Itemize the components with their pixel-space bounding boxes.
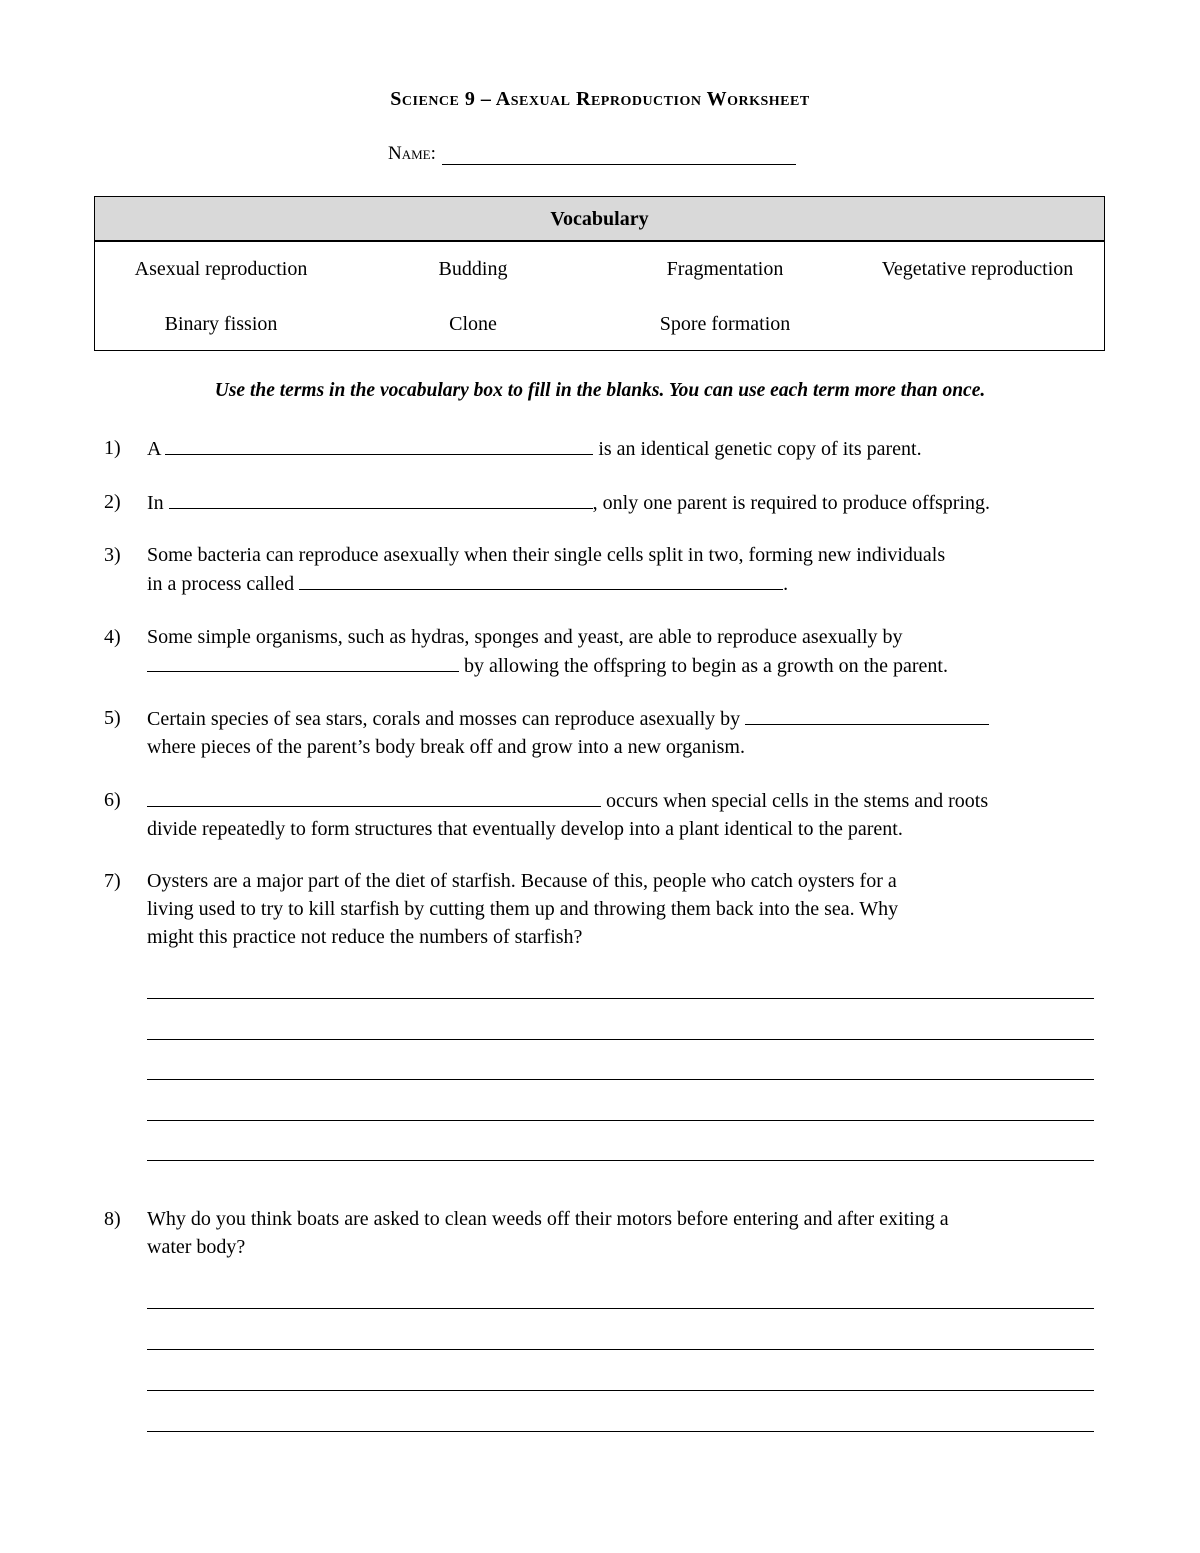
question-text: living used to try to kill starfish by cutting them up and throwing them back into the sea. Why [147,898,899,920]
vocab-term: Binary fission [164,313,278,335]
vocab-term: Spore formation [659,313,791,335]
answer-line[interactable] [147,1039,1094,1040]
question-text: might this practice not reduce the numbers of starfish? [147,926,583,948]
question-text: Some bacteria can reproduce asexually when their single cells split in two, forming new individuals [147,544,946,566]
question-text: where pieces of the parent’s body break off and grow into a new organism. [147,736,745,758]
question-text: in a process called [147,573,295,595]
answer-line[interactable] [147,1120,1094,1121]
question-text: Some simple organisms, such as hydras, sponges and yeast, are able to reproduce asexually by [147,626,903,648]
vocab-term-empty [851,297,1104,352]
name-field-row [388,143,796,165]
vocabulary-box [94,196,1105,351]
answer-line[interactable] [147,998,1094,999]
question-text: occurs when special cells in the stems and roots [606,790,989,812]
question-text: divide repeatedly to form structures that eventually develop into a plant identical to the parent. [147,818,903,840]
vocab-term: Clone [449,313,497,335]
vocab-term: Asexual reproduction [134,258,308,280]
question-text: Why do you think boats are asked to clean weeds off their motors before entering and after exiting a [147,1208,949,1230]
answer-line[interactable] [147,1160,1094,1161]
page-title: Science 9 – Asexual Reproduction Worksheet [390,88,810,110]
question-number: 2) [104,491,121,513]
vocab-term: Budding [438,258,508,280]
instructions: Use the terms in the vocabulary box to fill in the blanks. You can use each term more than once. [214,380,986,401]
question-number: 8) [104,1208,121,1230]
vocab-term: Fragmentation [666,258,784,280]
question-text: by allowing the offspring to begin as a growth on the parent. [464,655,948,677]
question-text: In [147,492,164,514]
vocabulary-heading: Vocabulary [95,197,1104,242]
vocab-term: Vegetative reproduction [881,258,1074,280]
question-number: 6) [104,789,121,811]
question-number: 1) [104,437,121,459]
question-text: is an identical genetic copy of its parent. [598,438,922,460]
question-text: water body? [147,1236,246,1258]
question-number: 3) [104,544,121,566]
vocabulary-terms [95,242,1104,352]
question-number: 7) [104,870,121,892]
question-text: A [147,438,161,460]
answer-blank[interactable] [299,569,783,590]
answer-blank[interactable] [147,651,459,672]
answer-blank[interactable] [169,488,593,509]
answer-line[interactable] [147,1390,1094,1391]
question-number: 4) [104,626,121,648]
question-text: , only one parent is required to produce offspring. [592,492,990,514]
question-text: Certain species of sea stars, corals and mosses can reproduce asexually by [147,708,741,730]
question-number: 5) [104,707,121,729]
answer-line[interactable] [147,1079,1094,1080]
answer-blank[interactable] [745,704,989,725]
answer-blank[interactable] [165,434,593,455]
question-text: Oysters are a major part of the diet of starfish. Because of this, people who catch oysters for a [147,870,897,892]
answer-line[interactable] [147,1431,1094,1432]
name-label: Name: [388,143,436,164]
question-text: . [783,573,789,595]
answer-line[interactable] [147,1308,1094,1309]
answer-blank[interactable] [147,786,601,807]
name-blank[interactable] [442,144,796,165]
answer-line[interactable] [147,1349,1094,1350]
